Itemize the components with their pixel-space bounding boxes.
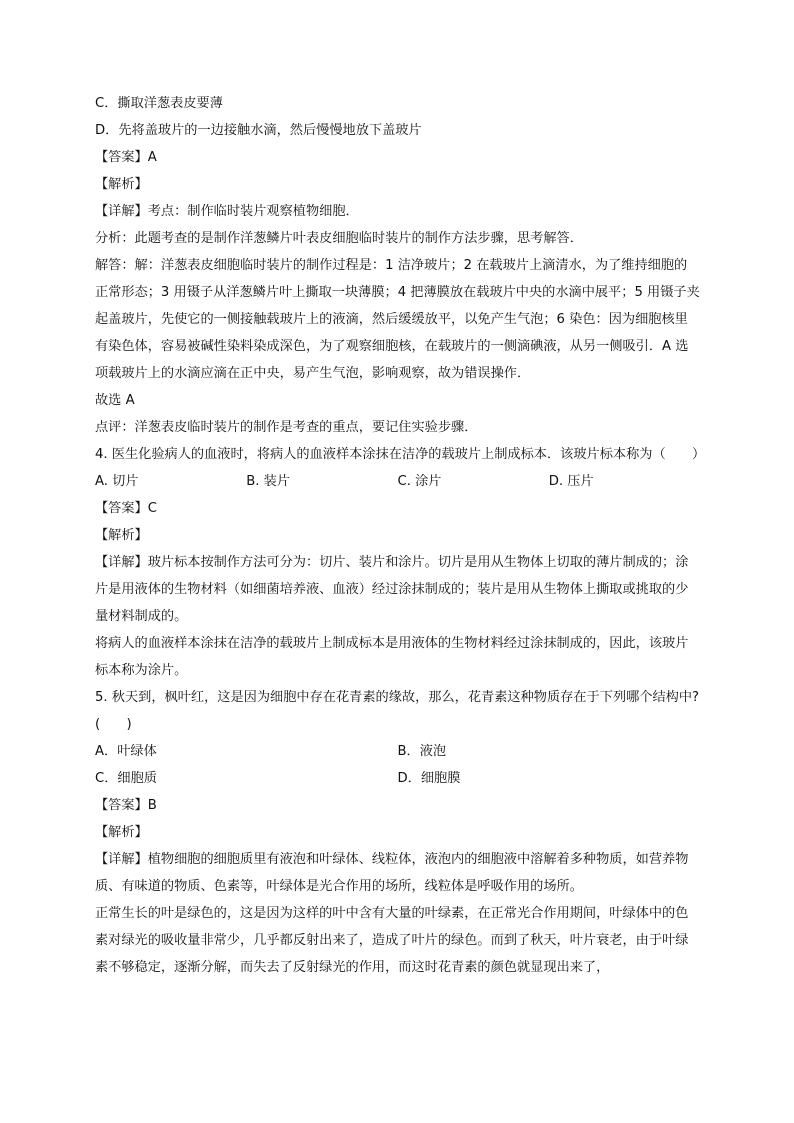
q4-option-b: B. 装片	[246, 474, 291, 489]
q3-option-d: D．先将盖玻片的一边接触水滴，然后慢慢地放下盖玻片	[95, 123, 422, 138]
q5-paragraph-2: 正常生长的叶是绿色的，这是因为这样的叶中含有大量的叶绿素，在正常光合作用期间，叶绿体中的色素对绿光的吸收量非常少，几乎都反射出来了，造成了叶片的绿色。而到了秋天，叶片衰老，由于叶绿素不够稳定，逐渐分解，而失去了反射绿光的作用，而这时花青素的颜色就显现出来了，	[95, 906, 689, 975]
q5-options-row-2	[95, 765, 700, 792]
q3-option-c: C．撕取洋葱表皮要薄	[95, 96, 223, 111]
q4-analysis-label: 【解析】	[95, 528, 148, 543]
detail-label: 【详解】	[95, 204, 148, 219]
q4-option-a: A. 切片	[95, 474, 139, 489]
q3-comment-text: 点评：洋葱表皮临时装片的制作是考查的重点，要记住实验步骤．	[95, 420, 478, 435]
q4-stem: 4. 医生化验病人的血液时，将病人的血液样本涂抹在洁净的载玻片上制成标本．该玻片标本称为（ ）	[95, 447, 706, 462]
detail-label: 【详解】	[95, 555, 148, 570]
q3-choose-text: 故选 A	[95, 393, 135, 408]
answer-label: 【答案】	[95, 150, 148, 165]
detail-text: 考点：制作临时装片观察植物细胞．	[147, 204, 359, 219]
q4-option-c: C. 涂片	[397, 474, 442, 489]
q5-detail	[95, 846, 700, 900]
answer-value: A	[147, 150, 157, 165]
answer-value: B	[147, 798, 157, 813]
q4-conclusion: 将病人的血液样本涂抹在洁净的载玻片上制成标本是用液体的生物材料经过涂抹制成的，因此，该玻片标本称为涂片。	[95, 636, 689, 678]
answer-label: 【答案】	[95, 501, 148, 516]
q5-options-row-1	[95, 738, 700, 765]
q4-answer	[95, 495, 700, 522]
q3-analysis-label: 【解析】	[95, 177, 148, 192]
q5-analysis-label: 【解析】	[95, 825, 148, 840]
q5-option-b: B．液泡	[397, 744, 447, 759]
answer-value: C	[147, 501, 157, 516]
detail-text: 玻片标本按制作方法可分为：切片、装片和涂片。切片是用从生物体上切取的薄片制成的；涂片是用液体的生物材料（如细菌培养液、血液）经过涂抹制成的；装片是用从生物体上撕取或挑取的少量材料制成的。	[95, 555, 689, 624]
detail-text: 植物细胞的细胞质里有液泡和叶绿体、线粒体，液泡内的细胞液中溶解着多种物质，如营养物质、有味道的物质、色素等，叶绿体是光合作用的场所，线粒体是呼吸作用的场所。	[95, 852, 689, 894]
q5-option-a: A．叶绿体	[95, 744, 157, 759]
answer-label: 【答案】	[95, 798, 148, 813]
q4-detail	[95, 549, 700, 630]
q4-option-d: D. 压片	[548, 474, 594, 489]
q5-stem: 5. 秋天到，枫叶红，这是因为细胞中存在花青素的缘故，那么，花青素这种物质存在于下列哪个结构中?( )	[95, 690, 700, 732]
q3-detail	[95, 198, 700, 225]
q3-answer	[95, 144, 700, 171]
q3-analysis-text: 分析：此题考查的是制作洋葱鳞片叶表皮细胞临时装片的制作方法步骤，思考解答．	[95, 231, 583, 246]
document-body	[95, 90, 706, 981]
q5-answer	[95, 792, 700, 819]
q4-options	[95, 468, 700, 495]
detail-label: 【详解】	[95, 852, 148, 867]
q5-option-c: C．细胞质	[95, 771, 157, 786]
q5-option-d: D．细胞膜	[397, 771, 461, 786]
q3-solution-text: 解答：解：洋葱表皮细胞临时装片的制作过程是：1 洁净玻片；2 在载玻片上滴清水，为了维持细胞的正常形态；3 用镊子从洋葱鳞片叶上撕取一块薄膜；4 把薄膜放在载玻片中央的水滴中展平；5 用镊子夹起盖玻片，先使它的一侧接触载玻片上的液滴，然后缓缓放平，以免产生气泡；6 染色：因为细胞核里有染色体，容易被碱性染料染成深色，为了观察细胞核，在载玻片的一侧滴碘液，从另一侧吸引．A 选项载玻片上的水滴应滴在正中央，易产生气泡，影响观察，故为错误操作．	[95, 258, 700, 381]
